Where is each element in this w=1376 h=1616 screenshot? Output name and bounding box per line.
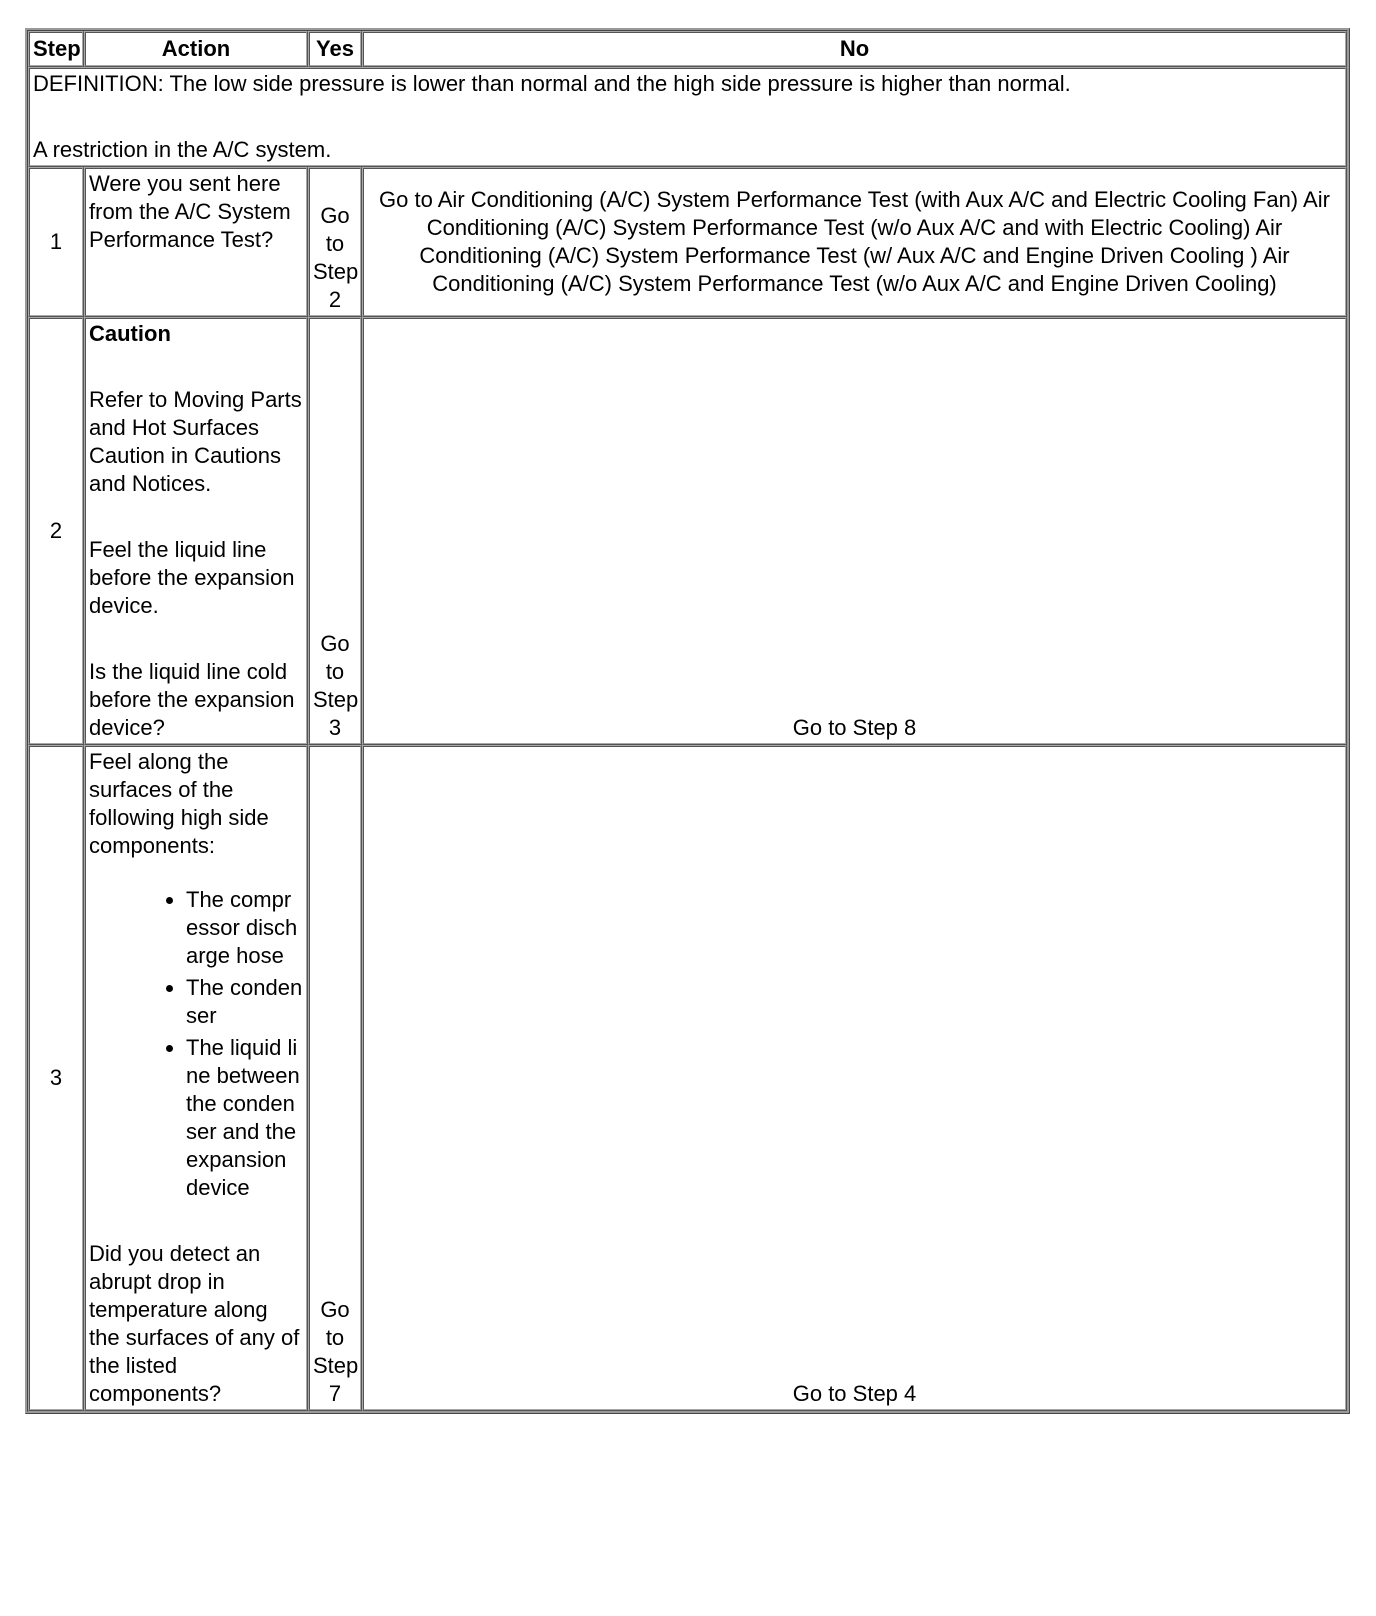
diagnostic-page	[25, 28, 1350, 1414]
list-item: • The liquid line between the condenser and the expansion device	[186, 1034, 303, 1202]
step-number: 2	[28, 317, 84, 745]
instruction-text: Feel the liquid line before the expansion device.	[89, 537, 295, 618]
diagnostic-table	[25, 28, 1350, 1414]
caution-title: Caution	[89, 321, 171, 346]
action-cell: Were you sent here from the A/C System Performance Test?	[84, 167, 308, 317]
table-row-step-3	[28, 745, 1347, 1411]
definition-cause: A restriction in the A/C system.	[33, 137, 332, 162]
yes-cell: Go to Step 3	[308, 317, 362, 745]
caution-text: Refer to Moving Parts and Hot Surfaces Caution in Cautions and Notices.	[89, 387, 302, 496]
no-cell: Go to Step 4	[362, 745, 1347, 1411]
definition-cell	[28, 67, 1347, 167]
yes-cell: Go to Step 7	[308, 745, 362, 1411]
definition-text: DEFINITION: The low side pressure is lower than normal and the high side pressure is higher than normal.	[33, 71, 1071, 96]
list-item: • The compressor discharge hose	[186, 886, 303, 970]
question-text: Did you detect an abrupt drop in temperature along the surfaces of any of the listed components?	[89, 1241, 300, 1406]
header-yes: Yes	[308, 31, 362, 67]
step-number: 3	[28, 745, 84, 1411]
action-cell	[84, 745, 308, 1411]
table-row-step-2	[28, 317, 1347, 745]
header-no: No	[362, 31, 1347, 67]
definition-row	[28, 67, 1347, 167]
yes-cell: Go to Step 2	[308, 167, 362, 317]
table-row-step-1	[28, 167, 1347, 317]
header-step: Step	[28, 31, 84, 67]
intro-text: Feel along the surfaces of the following high side components:	[89, 749, 269, 858]
no-cell: Go to Step 8	[362, 317, 1347, 745]
list-item: • The condenser	[186, 974, 303, 1030]
header-row	[28, 31, 1347, 67]
header-action: Action	[84, 31, 308, 67]
action-cell	[84, 317, 308, 745]
step-number: 1	[28, 167, 84, 317]
question-text: Is the liquid line cold before the expansion device?	[89, 659, 295, 740]
component-list	[89, 886, 303, 1202]
no-cell: Go to Air Conditioning (A/C) System Performance Test (with Aux A/C and Electric Cooling Fan) Air Conditioning (A/C) System Performance Test (w/o Aux A/C and with Electric Cooling) Air Conditioning (A/C) System Performance Test (w/ Aux A/C and Engine Driven Cooling ) Air Conditioning (A/C) System Performance Test (w/o Aux A/C and Engine Driven Cooling)	[362, 167, 1347, 317]
